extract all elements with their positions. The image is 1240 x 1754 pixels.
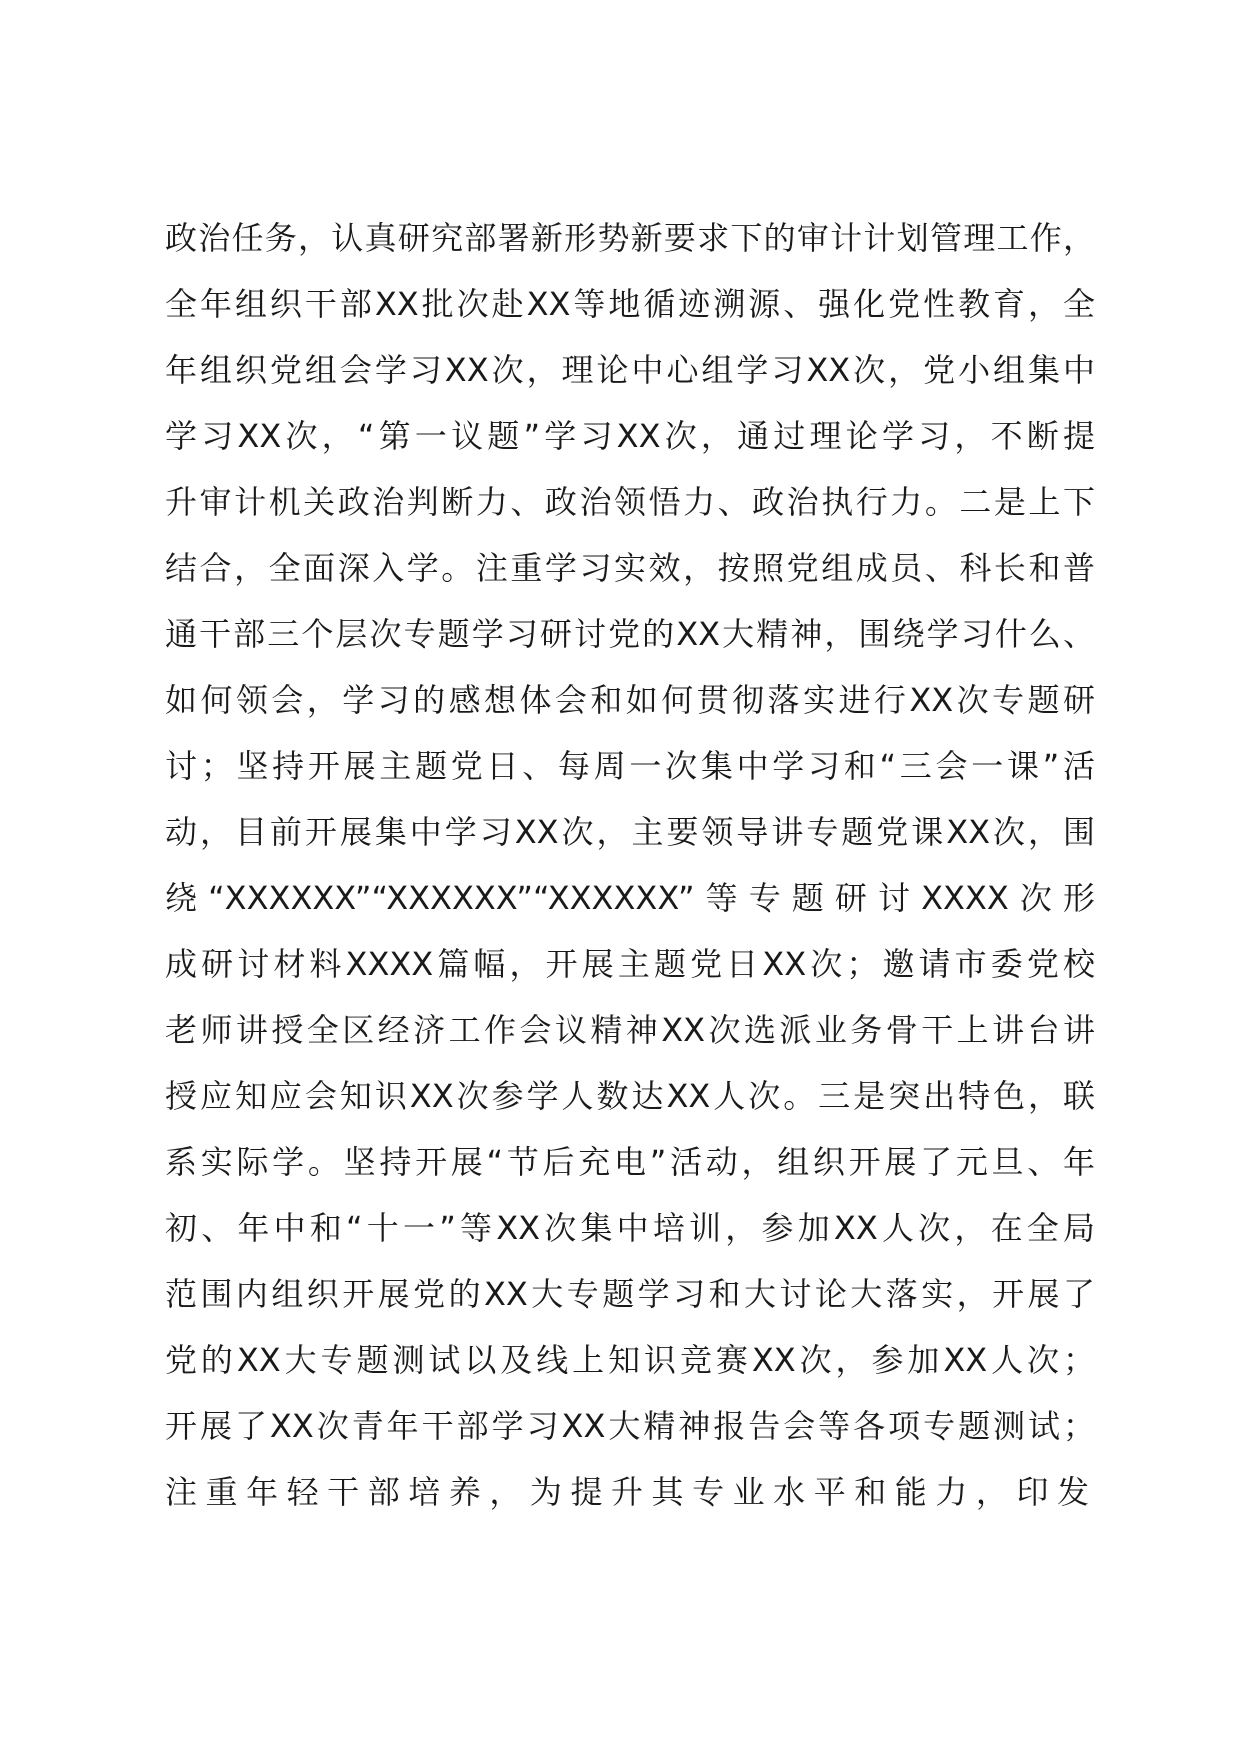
text-line: 结合，全面深入学。注重学习实效，按照党组成员、科长和普	[165, 549, 1095, 587]
text-line: 初、年中和“十一”等XX次集中培训，参加XX人次，在全局	[165, 1209, 1095, 1247]
text-line: 范围内组织开展党的XX大专题学习和大讨论大落实，开展了	[165, 1275, 1095, 1313]
text-line: 政治任务，认真研究部署新形势新要求下的审计计划管理工作，	[165, 219, 1095, 257]
body-text	[165, 205, 1095, 1525]
text-line: 授应知应会知识XX次参学人数达XX人次。三是突出特色，联	[165, 1077, 1095, 1115]
text-line: 全年组织干部XX批次赴XX等地循迹溯源、强化党性教育，全	[165, 285, 1095, 323]
text-line: 老师讲授全区经济工作会议精神XX次选派业务骨干上讲台讲	[165, 1011, 1095, 1049]
text-line: 通干部三个层次专题学习研讨党的XX大精神，围绕学习什么、	[165, 615, 1095, 653]
text-line: 绕“XXXXXX”“XXXXXX”“XXXXXX”等专题研讨XXXX次形	[165, 879, 1095, 917]
text-line: 成研讨材料XXXX篇幅，开展主题党日XX次；邀请市委党校	[165, 945, 1095, 983]
text-line: 党的XX大专题测试以及线上知识竞赛XX次，参加XX人次；	[165, 1341, 1095, 1379]
text-line: 年组织党组会学习XX次，理论中心组学习XX次，党小组集中	[165, 351, 1095, 389]
text-line: 系实际学。坚持开展“节后充电”活动，组织开展了元旦、年	[165, 1143, 1095, 1181]
text-line: 讨；坚持开展主题党日、每周一次集中学习和“三会一课”活	[165, 747, 1095, 785]
text-line: 如何领会，学习的感想体会和如何贯彻落实进行XX次专题研	[165, 681, 1095, 719]
text-line: 学习XX次，“第一议题”学习XX次，通过理论学习，不断提	[165, 417, 1095, 455]
text-line: 注重年轻干部培养，为提升其专业水平和能力，印发	[165, 1473, 1095, 1511]
text-line: 动，目前开展集中学习XX次，主要领导讲专题党课XX次，围	[165, 813, 1095, 851]
text-line: 开展了XX次青年干部学习XX大精神报告会等各项专题测试；	[165, 1407, 1095, 1445]
text-line: 升审计机关政治判断力、政治领悟力、政治执行力。二是上下	[165, 483, 1095, 521]
